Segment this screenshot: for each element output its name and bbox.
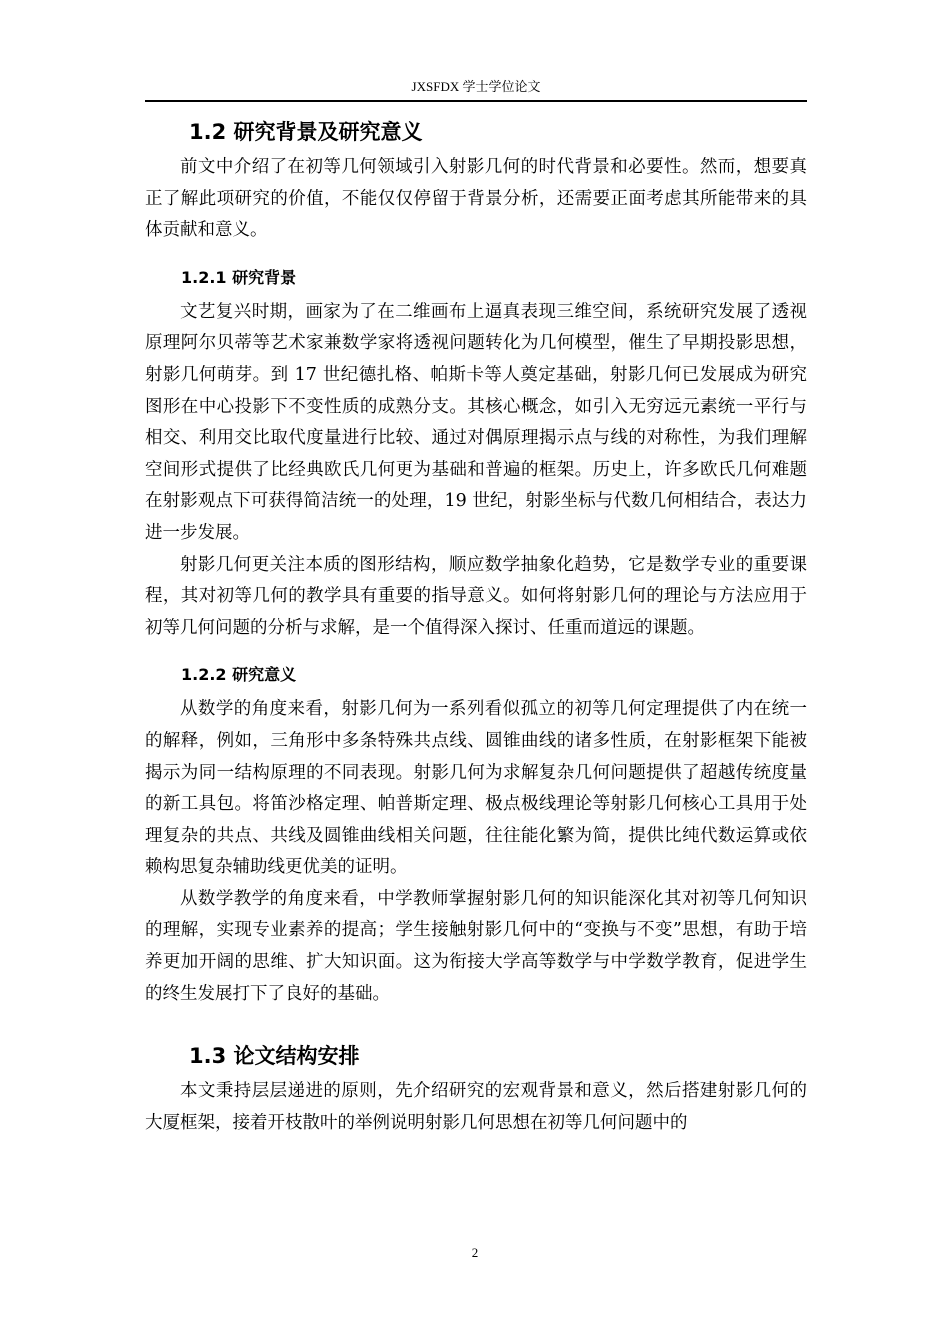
subsection-heading-1-2-1: 1.2.1 研究背景 [181, 267, 297, 287]
paragraph-significance-2: 从数学教学的角度来看，中学教师掌握射影几何的知识能深化其对初等几何知识的理解，实现专业素养的提高；学生接触射影几何中的“变换与不变”思想，有助于培养更加开阔的思维、扩大知识面。这为衔接大学高等数学与中学数学教育，促进学生的终生发展打下了良好的基础。 [145, 888, 807, 1004]
paragraph-significance-1: 从数学的角度来看，射影几何为一系列看似孤立的初等几何定理提供了内在统一的解释，例如，三角形中多条特殊共点线、圆锥曲线的诸多性质，在射影框架下能被揭示为同一结构原理的不同表现。射影几何为求解复杂几何问题提供了超越传统度量的新工具包。将笛沙格定理、帕普斯定理、极点极线理论等射影几何核心工具用于处理复杂的共点、共线及圆锥曲线相关问题，往往能化繁为简，提供比纯代数运算或依赖构思复杂辅助线更优美的证明。 [145, 699, 807, 878]
section-heading-1-2: 1.2 研究背景及研究意义 [189, 120, 423, 144]
page-number: 2 [471, 1245, 479, 1260]
paragraph-background-1: 文艺复兴时期，画家为了在二维画布上逼真表现三维空间，系统研究发展了透视原理阿尔贝蒂等艺术家兼数学家将透视问题转化为几何模型，催生了早期投影思想，射影几何萌芽。到 17 世纪德扎格、帕斯卡等人奠定基础，射影几何已发展成为研究图形在中心投影下不变性质的成熟分支。其核心概念，如引入无穷远元素统一平行与相交、利用交比取代度量进行比较、通过对偶原理揭示点与线的对称性，为我们理解空间形式提供了比经典欧氏几何更为基础和普遍的框架。历史上，许多欧氏几何难题在射影观点下可获得简洁统一的处理，19 世纪，射影坐标与代数几何相结合，表达力进一步发展。 [145, 301, 807, 543]
section-1-2-intro: 前文中介绍了在初等几何领域引入射影几何的时代背景和必要性。然而，想要真正了解此项研究的价值，不能仅仅停留于背景分析，还需要正面考虑其所能带来的具体贡献和意义。 [145, 157, 807, 241]
running-header: JXSFDX 学士学位论文 [411, 79, 541, 94]
page-body [145, 112, 807, 1139]
paragraph-background-2: 射影几何更关注本质的图形结构，顺应数学抽象化趋势，它是数学专业的重要课程，其对初等几何的教学具有重要的指导意义。如何将射影几何的理论与方法应用于初等几何问题的分析与求解，是一个值得深入探讨、任重而道远的课题。 [145, 554, 807, 638]
header-rule [145, 100, 807, 102]
section-1-3-intro: 本文秉持层层递进的原则，先介绍研究的宏观背景和意义，然后搭建射影几何的大厦框架，接着开枝散叶的举例说明射影几何思想在初等几何问题中的 [145, 1081, 807, 1133]
subsection-heading-1-2-2: 1.2.2 研究意义 [181, 665, 297, 685]
section-heading-1-3: 1.3 论文结构安排 [189, 1044, 360, 1069]
